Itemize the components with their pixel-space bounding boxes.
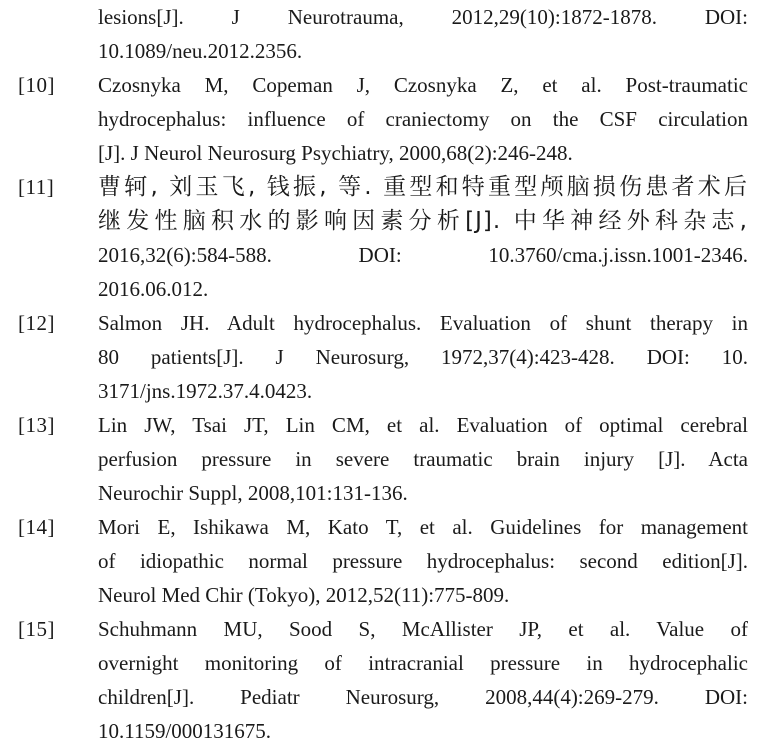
reference-text	[98, 306, 770, 408]
reference-line: 3171/jns.1972.37.4.0423.	[98, 379, 313, 403]
reference-line: 曹轲, 刘玉飞, 钱振, 等. 重型和特重型颅脑损伤患者术后	[98, 174, 748, 200]
reference-item	[0, 408, 770, 510]
reference-item	[0, 0, 770, 68]
reference-line: overnight monitoring of intracranial pressure in hydrocephalic	[98, 651, 748, 675]
reference-item	[0, 510, 770, 612]
reference-line: Salmon JH. Adult hydrocephalus. Evaluation of shunt therapy in	[98, 311, 748, 335]
reference-line: children[J]. Pediatr Neurosurg, 2008,44(4):269-279. DOI:	[98, 685, 748, 709]
reference-line: 80 patients[J]. J Neurosurg, 1972,37(4):423-428. DOI: 10.	[98, 345, 748, 369]
reference-line: Neurochir Suppl, 2008,101:131-136.	[98, 481, 408, 505]
reference-number: [14]	[18, 515, 55, 539]
reference-text	[98, 408, 770, 510]
reference-line: 10.1089/neu.2012.2356.	[98, 39, 303, 63]
reference-text	[98, 68, 770, 170]
reference-text	[98, 170, 770, 306]
reference-line: [J]. J Neurol Neurosurg Psychiatry, 2000,68(2):246-248.	[98, 141, 573, 165]
reference-line: Czosnyka M, Copeman J, Czosnyka Z, et al. Post-traumatic	[98, 73, 748, 97]
reference-text	[98, 510, 770, 612]
reference-number: [10]	[18, 73, 55, 97]
reference-item	[0, 306, 770, 408]
reference-line: Neurol Med Chir (Tokyo), 2012,52(11):775-809.	[98, 583, 510, 607]
reference-number: [13]	[18, 413, 55, 437]
reference-item	[0, 612, 770, 748]
reference-line: hydrocephalus: influence of craniectomy on the CSF circulation	[98, 107, 748, 131]
reference-text	[98, 0, 770, 68]
reference-item	[0, 68, 770, 170]
reference-line: Lin JW, Tsai JT, Lin CM, et al. Evaluation of optimal cerebral	[98, 413, 748, 437]
reference-item	[0, 170, 770, 306]
reference-line: 2016.06.012.	[98, 277, 209, 301]
reference-line: lesions[J]. J Neurotrauma, 2012,29(10):1872-1878. DOI:	[98, 5, 748, 29]
reference-line: Schuhmann MU, Sood S, McAllister JP, et al. Value of	[98, 617, 748, 641]
reference-line: of idiopathic normal pressure hydrocephalus: second edition[J].	[98, 549, 748, 573]
reference-line: 2016,32(6):584-588. DOI: 10.3760/cma.j.issn.1001-2346.	[98, 243, 748, 267]
reference-number: [12]	[18, 311, 55, 335]
reference-line: 10.1159/000131675.	[98, 719, 272, 743]
reference-line: perfusion pressure in severe traumatic brain injury [J]. Acta	[98, 447, 748, 471]
reference-line: Mori E, Ishikawa M, Kato T, et al. Guidelines for management	[98, 515, 748, 539]
reference-number: [15]	[18, 617, 55, 641]
reference-text	[98, 612, 770, 748]
reference-line: 继发性脑积水的影响因素分析[J]. 中华神经外科杂志,	[98, 208, 748, 234]
reference-number: [11]	[18, 175, 55, 199]
